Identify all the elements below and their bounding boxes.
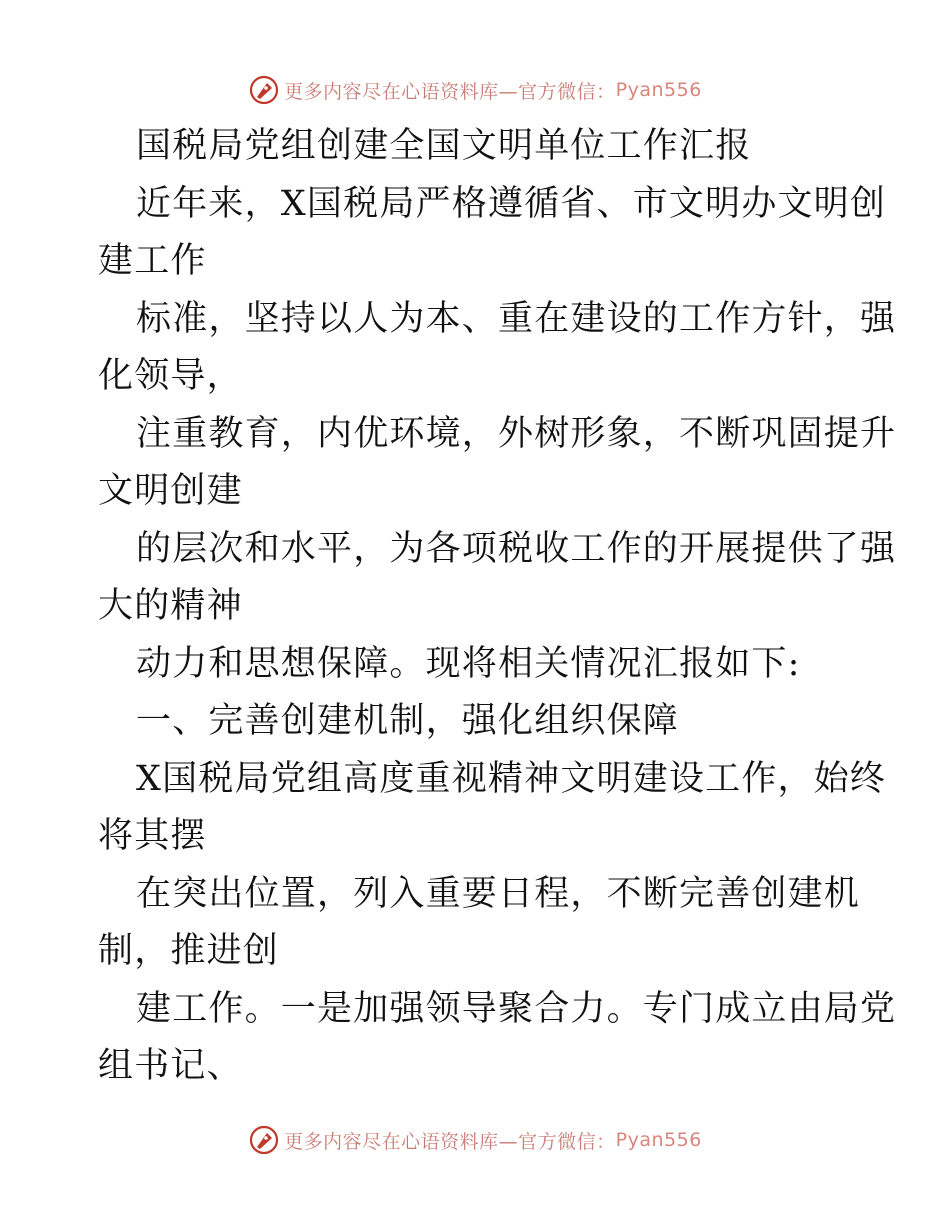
text-line: 将其摆 [98, 816, 207, 856]
text-line: 文明创建 [98, 471, 243, 511]
watermark-text: 更多内容尽在心语资料库—官方微信： [284, 80, 616, 103]
text-line: 的层次和水平，为各项税收工作的开展提供了强 [136, 528, 897, 569]
header-watermark [0, 72, 950, 108]
watermark-wechat-id: Pyan556 [615, 79, 702, 101]
text-line: 建工作 [98, 241, 207, 281]
text-line: 在突出位置，列入重要日程，不断完善创建机 [136, 873, 861, 914]
watermark-wechat-id: Pyan556 [615, 1129, 702, 1151]
text-line: X国税局党组高度重视精神文明建设工作，始终 [136, 758, 887, 799]
text-line: 化领导， [98, 356, 243, 396]
pen-nib-logo-icon [248, 74, 280, 106]
text-line: 标准，坚持以人为本、重在建设的工作方针，强 [136, 298, 897, 339]
text-line: 近年来，X国税局严格遵循省、市文明办文明创 [136, 183, 887, 224]
text-line: 注重教育，内优环境，外树形象，不断巩固提升 [136, 413, 897, 454]
document-body [98, 118, 897, 1096]
text-line: 动力和思想保障。现将相关情况汇报如下: [136, 643, 801, 684]
text-line: 组书记、 [98, 1046, 243, 1086]
text-line: 制，推进创 [98, 931, 280, 971]
text-line: 国税局党组创建全国文明单位工作汇报 [136, 126, 752, 166]
text-line: 建工作。一是加强领导聚合力。专门成立由局党 [136, 988, 897, 1029]
text-line: 大的精神 [98, 586, 243, 626]
pen-nib-logo-icon [248, 1124, 280, 1156]
text-line: 一、完善创建机制，强化组织保障 [136, 701, 680, 741]
footer-watermark [0, 1122, 950, 1158]
watermark-text: 更多内容尽在心语资料库—官方微信： [284, 1130, 616, 1153]
